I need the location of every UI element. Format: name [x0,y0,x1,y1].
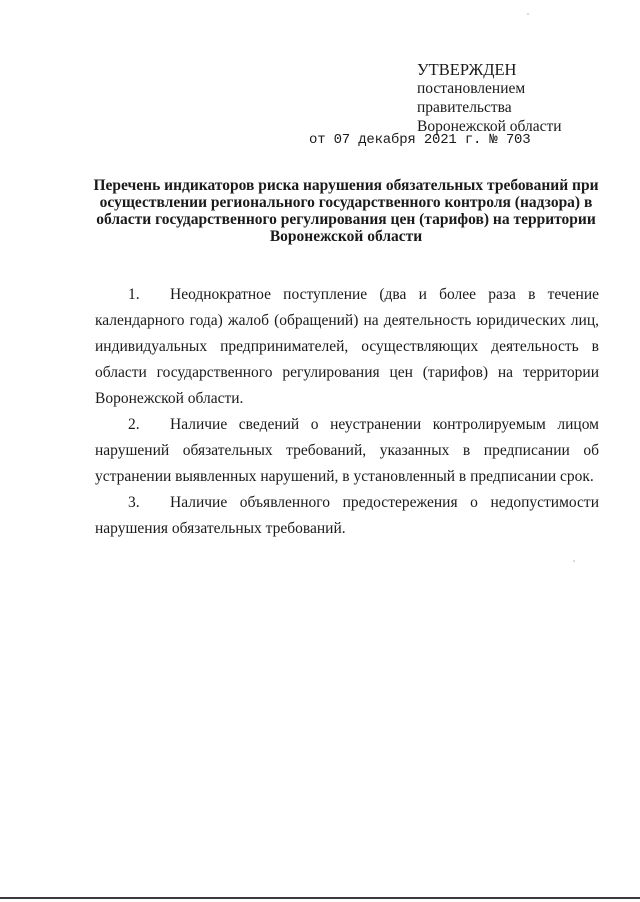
item-number: 2. [128,416,140,433]
item-text: Наличие объявленного предостережения о недопустимости нарушения обязательных требований. [95,494,599,537]
approval-line-2: правительства [417,99,512,116]
item-text: Неоднократное поступление (два и более раза в течение календарного года) жалоб (обращений) на деятельность юридических лиц, индивидуальных предпринимателей, осуществляющих деятельность в области государственного регулирования цен (тарифов) на территории Воронежской области. [95,286,599,407]
page-bottom-edge [0,897,640,899]
approval-block [417,60,562,136]
scan-speck [527,13,529,15]
document-title: Перечень индикаторов риска нарушения обязательных требований при осуществлении регионального государственного контроля (надзора) в области государственного регулирования цен (тарифов) на территории Воронежской области [93,177,599,245]
item-number: 3. [128,494,140,511]
approval-line-3: Воронежской области [417,118,562,135]
item-text: Наличие сведений о неустранении контролируемым лицом нарушений обязательных требований, указанных в предписании об устранении выявленных нарушений, в установленный в предписании срок. [95,416,599,485]
indicator-list [95,282,599,542]
approval-line-1: постановлением [417,80,526,97]
list-item [95,282,599,412]
decree-reference: от 07 декабря 2021 г. № 703 [309,132,531,148]
list-item [95,490,599,542]
scan-speck [573,560,575,562]
approval-heading: УТВЕРЖДЕН [417,60,517,79]
item-number: 1. [128,286,140,303]
list-item [95,412,599,490]
